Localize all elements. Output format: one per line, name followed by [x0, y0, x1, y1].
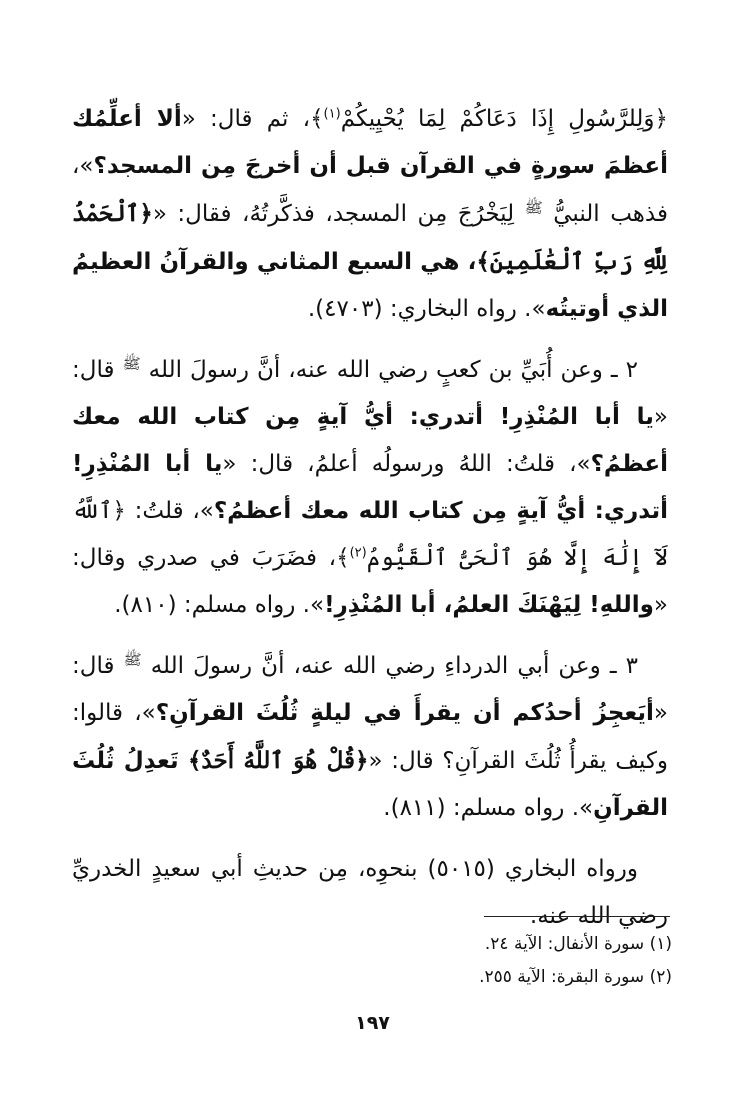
- footnote-ref: (٢): [349, 545, 367, 561]
- text-span: »، قلتُ: اللهُ ورسولُه أعلمُ، قال: «: [222, 451, 591, 477]
- quran-verse: ﴾: [310, 106, 324, 132]
- quran-verse: ﴾: [336, 545, 350, 571]
- text-span: »، قلتُ:: [125, 498, 214, 524]
- page-number: ١٩٧: [355, 1012, 390, 1034]
- text-span: قال: «: [72, 653, 668, 726]
- hadith-quote: يا أبا المُنْذِرِ! أتدري: أيُّ آيةٍ مِن كتاب الله معك أعظمُ؟: [72, 451, 669, 524]
- quran-verse: ﴿ٱللَّهُ لَآ إِلَٰهَ إِلَّا هُوَ ٱلْحَىُّ ٱلْقَيُّومُ: [72, 498, 668, 571]
- text-span: »، فذهب النبيُّ: [72, 153, 668, 227]
- text-span: ». رواه مسلم: (٨١١).: [383, 795, 594, 821]
- paragraph-1: [72, 96, 668, 333]
- hadith-3-paragraph: [72, 643, 668, 832]
- salla-symbol: ﷺ: [122, 354, 141, 373]
- bukhari-note-paragraph: [72, 846, 668, 940]
- quran-verse: ﴿قُلْ هُوَ ٱللَّهُ أَحَدٌ﴾: [187, 747, 369, 774]
- footnotes: [72, 928, 672, 994]
- text-span: ٢ ـ وعن أُبَيِّ بن كعبٍ رضي الله عنه، أنَّ رسولَ الله: [140, 357, 638, 383]
- text-span: ، ثم قال: «: [181, 106, 311, 132]
- text-span: ». رواه البخاري: (٤٧٠٣).: [307, 296, 546, 322]
- text-span: قال: «: [72, 357, 668, 430]
- quran-verse: وَلِلرَّسُولِ إِذَا دَعَاكُمْ لِمَا يُحْيِيكُمْ: [340, 106, 655, 132]
- quran-verse: ﴿: [654, 106, 669, 132]
- footnote-divider: [484, 916, 670, 917]
- main-text: [72, 96, 668, 940]
- text-span: ، فضَرَبَ في صدري وقال: «: [72, 545, 668, 618]
- salla-symbol: ﷺ: [123, 650, 142, 669]
- footnote-2: (٢) سورة البقرة: الآية ٢٥٥.: [479, 967, 672, 987]
- hadith-quote: ، هي السبع المثاني والقرآنُ العظيمُ الذي أوتيتُه: [72, 249, 668, 322]
- text-span: ٣ ـ وعن أبي الدرداءِ رضي الله عنه، أنَّ رسولَ الله: [141, 653, 638, 679]
- footnote-ref: (١): [323, 106, 341, 122]
- quran-verse: ﴿ٱلْحَمْدُ لِلَّهِ رَبِّ ٱلْعَٰلَمِينَ﴾: [72, 200, 668, 275]
- footnote-1: (١) سورة الأنفال: الآية ٢٤.: [484, 934, 672, 954]
- text-span: »، قالوا: وكيف يقرأُ ثُلُثَ القرآنِ؟ قال: «: [72, 700, 668, 774]
- hadith-quote: واللهِ! لِيَهْنَكَ العلمُ، أبا المُنْذِرِ!: [324, 592, 654, 618]
- text-span: لِيَخْرُجَ مِن المسجد، فذكَّرتُهُ، فقال: «: [152, 201, 525, 227]
- hadith-quote: تَعدِلُ ثُلُثَ القرآنِ: [72, 748, 668, 821]
- text-span: ورواه البخاري (٥٠١٥) بنحوِه، مِن حديثِ أبي سعيدٍ الخدريِّ رضي الله عنه.: [72, 856, 668, 929]
- text-span: ». رواه مسلم: (٨١٠).: [114, 592, 325, 618]
- hadith-quote: يا أبا المُنْذِرِ! أتدري: أيُّ آيةٍ مِن كتاب الله معك أعظمُ؟: [72, 404, 668, 477]
- salla-symbol: ﷺ: [524, 198, 543, 217]
- hadith-quote: أيَعجِزُ أحدُكم أن يقرأَ في ليلةٍ ثُلُثَ القرآنِ؟: [155, 700, 654, 726]
- hadith-quote: ألا أعلِّمُك أعظمَ سورةٍ في القرآن قبل أن أخرجَ مِن المسجد؟: [72, 106, 668, 179]
- hadith-2-paragraph: [72, 347, 668, 629]
